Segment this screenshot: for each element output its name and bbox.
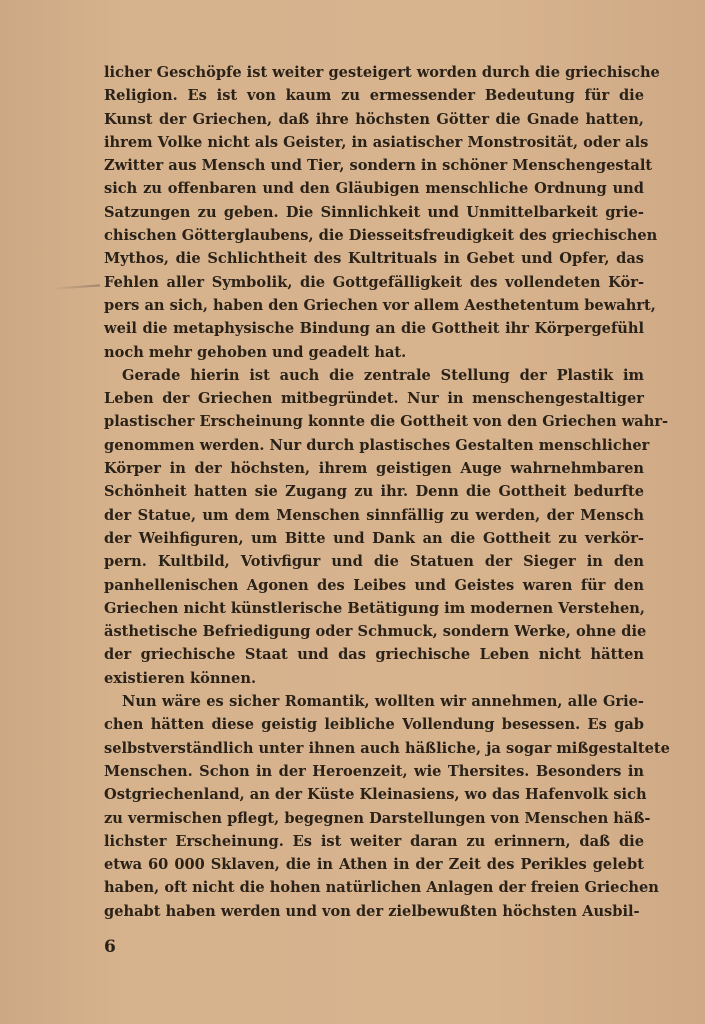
text-line: Religion. Es ist von kaum zu ermessender Bedeutung für die xyxy=(104,87,644,105)
text-line: chen hätten diese geistig leibliche Vollendung besessen. Es gab xyxy=(104,716,644,734)
text-line: Mythos, die Schlichtheit des Kultrituals in Gebet und Opfer, das xyxy=(104,250,644,268)
text-line: plastischer Erscheinung konnte die Gottheit von den Griechen wahr- xyxy=(104,413,669,431)
text-line: sich zu offenbaren und den Gläubigen menschliche Ordnung und xyxy=(104,180,644,198)
text-line: etwa 60 000 Sklaven, die in Athen in der Zeit des Perikles gelebt xyxy=(104,856,644,874)
paragraph xyxy=(104,61,660,364)
pencil-mark xyxy=(54,284,100,289)
text-line: Kunst der Griechen, daß ihre höchsten Götter die Gnade hatten, xyxy=(104,110,644,128)
text-line: Zwitter aus Mensch und Tier, sondern in schöner Menschengestalt xyxy=(104,157,653,175)
paragraph xyxy=(104,690,670,923)
text-line: der Statue, um dem Menschen sinnfällig zu werden, der Mensch xyxy=(104,506,644,524)
text-line: pers an sich, haben den Griechen vor allem Aesthetentum bewahrt, xyxy=(104,296,656,314)
text-line: Menschen. Schon in der Heroenzeit, wie Thersites. Besonders in xyxy=(104,762,644,780)
text-line: Nun wäre es sicher Romantik, wollten wir annehmen, alle Grie- xyxy=(122,693,644,711)
text-line: Griechen nicht künstlerische Betätigung im modernen Verstehen, xyxy=(104,599,645,617)
paragraph xyxy=(104,364,669,690)
text-line: Körper in der höchsten, ihrem geistigen Auge wahrnehmbaren xyxy=(104,460,644,478)
text-line: existieren können. xyxy=(104,669,257,687)
text-line: licher Geschöpfe ist weiter gesteigert worden durch die griechische xyxy=(104,64,660,81)
text-line: Leben der Griechen mitbegründet. Nur in menschengestaltiger xyxy=(104,390,644,408)
text-line: Schönheit hatten sie Zugang zu ihr. Denn die Gottheit bedurfte xyxy=(104,483,644,501)
text-line: genommen werden. Nur durch plastisches Gestalten menschlicher xyxy=(104,436,650,454)
text-line: pern. Kultbild, Votivfigur und die Statuen der Sieger in den xyxy=(104,553,644,571)
text-line: der griechische Staat und das griechische Leben nicht hätten xyxy=(104,646,644,664)
text-line: panhellenischen Agonen des Leibes und Geistes waren für den xyxy=(104,576,644,594)
text-line: Fehlen aller Symbolik, die Gottgefälligkeit des vollendeten Kör- xyxy=(104,273,644,291)
text-line: noch mehr gehoben und geadelt hat. xyxy=(104,343,407,361)
text-line: selbstverständlich unter ihnen auch häßliche, ja sogar mißgestaltete xyxy=(104,739,670,757)
text-line: gehabt haben werden und von der zielbewußten höchsten Ausbil- xyxy=(104,902,640,920)
text-line: Satzungen zu geben. Die Sinnlichkeit und Unmittelbarkeit grie- xyxy=(104,203,644,221)
text-line: der Weihfiguren, um Bitte und Dank an die Gottheit zu verkör- xyxy=(104,529,644,547)
text-line: ästhetische Befriedigung oder Schmuck, sondern Werke, ohne die xyxy=(104,623,647,641)
page-number: 6 xyxy=(104,937,116,957)
text-line: haben, oft nicht die hohen natürlichen Anlagen der freien Griechen xyxy=(104,879,659,897)
text-line: chischen Götterglaubens, die Diesseitsfreudigkeit des griechischen xyxy=(104,227,658,245)
text-line: zu vermischen pflegt, begegnen Darstellungen von Menschen häß- xyxy=(104,809,651,827)
body-text xyxy=(104,61,670,923)
text-line: weil die metaphysische Bindung an die Gottheit ihr Körpergefühl xyxy=(104,320,644,338)
text-line: lichster Erscheinung. Es ist weiter daran zu erinnern, daß die xyxy=(104,832,644,850)
text-line: Ostgriechenland, an der Küste Kleinasiens, wo das Hafenvolk sich xyxy=(104,786,647,804)
text-line: Gerade hierin ist auch die zentrale Stellung der Plastik im xyxy=(122,366,644,384)
text-line: ihrem Volke nicht als Geister, in asiatischer Monstrosität, oder als xyxy=(104,133,649,151)
